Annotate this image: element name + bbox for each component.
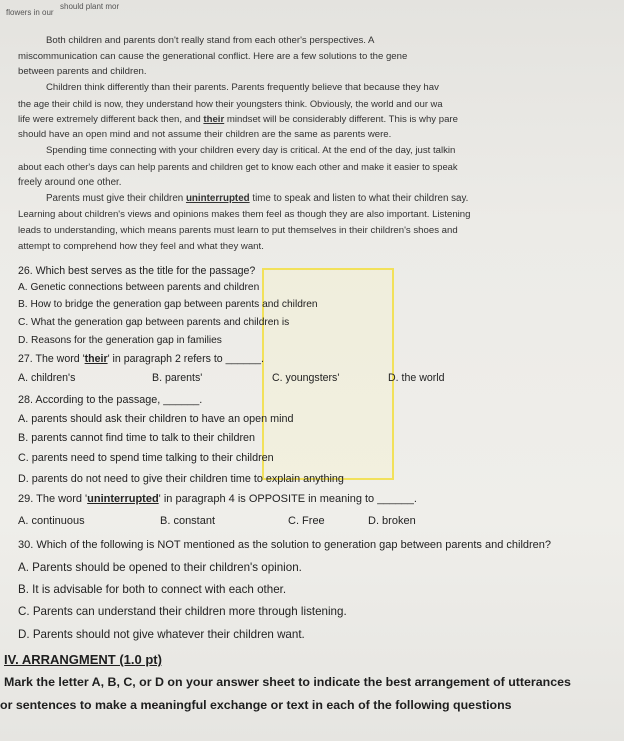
q29-option-a[interactable]: A. continuous bbox=[18, 515, 85, 527]
p5-line-1: Parents must give their children uninterrupted time to speak and listen to what their children say. bbox=[46, 193, 469, 204]
p3-line-3: life were extremely different back then, and their mindset will be considerably different. This is why pare bbox=[18, 114, 458, 125]
q30-stem: 30. Which of the following is NOT mentioned as the solution to generation gap between parents and children? bbox=[18, 539, 552, 551]
q29-option-d[interactable]: D. broken bbox=[368, 515, 416, 527]
section-iv-heading: IV. ARRANGMENT (1.0 pt) bbox=[4, 652, 162, 667]
q29-keyword: uninterrupted bbox=[87, 493, 159, 505]
q28-option-b[interactable]: B. parents cannot find time to talk to their children bbox=[18, 432, 256, 444]
p4-line-2: about each other's days can help parents and children get to know each other and make it easier to speak bbox=[18, 161, 458, 172]
q27-option-b[interactable]: B. parents' bbox=[152, 372, 203, 384]
p2-line-2: miscommunication can cause the generational conflict. Here are a few solutions to the gene bbox=[18, 51, 408, 62]
p3-line-1: Children think differently than their parents. Parents frequently believe that because they hav bbox=[46, 82, 439, 93]
p3-line-4: should have an open mind and not assume their children are the same as parents were. bbox=[18, 129, 392, 140]
q28-option-a[interactable]: A. parents should ask their children to have an open mind bbox=[18, 413, 294, 425]
p5-line-4: attempt to comprehend how they feel and what they want. bbox=[18, 241, 264, 252]
q27-option-c[interactable]: C. youngsters' bbox=[272, 372, 340, 384]
top-snippet-b: flowers in our bbox=[6, 8, 54, 17]
p4-line-1: Spending time connecting with your children every day is critical. At the end of the day, just talkin bbox=[46, 145, 456, 156]
q30-option-b[interactable]: B. It is advisable for both to connect with each other. bbox=[18, 583, 287, 596]
q27-option-d[interactable]: D. the world bbox=[388, 372, 445, 384]
q29-stem: 29. The word 'uninterrupted' in paragraph 4 is OPPOSITE in meaning to ______. bbox=[18, 493, 417, 505]
word-their-underlined: their bbox=[203, 114, 225, 125]
q26-stem: 26. Which best serves as the title for the passage? bbox=[18, 265, 256, 277]
p4-line-3: freely around one other. bbox=[18, 177, 122, 188]
q28-option-c[interactable]: C. parents need to spend time talking to their children bbox=[18, 452, 274, 464]
top-snippet-a: should plant mor bbox=[60, 2, 120, 11]
q26-option-c[interactable]: C. What the generation gap between parents and children is bbox=[18, 317, 290, 328]
p5-line-2: Learning about children's views and opinions makes them feel as though they are also important. Listening bbox=[18, 209, 471, 220]
q30-option-a[interactable]: A. Parents should be opened to their children's opinion. bbox=[18, 561, 302, 574]
p2-line-3: between parents and children. bbox=[18, 66, 147, 77]
q30-option-d[interactable]: D. Parents should not give whatever their children want. bbox=[18, 628, 305, 641]
q26-option-d[interactable]: D. Reasons for the generation gap in families bbox=[18, 335, 222, 346]
p3-line-2: the age their child is now, they understand how their youngsters think. Obviously, the world and our wa bbox=[18, 98, 443, 109]
section-iv-instruction-2: or sentences to make a meaningful exchange or text in each of the following questions bbox=[0, 698, 512, 712]
q26-option-b[interactable]: B. How to bridge the generation gap between parents and children bbox=[18, 299, 318, 310]
section-iv-instruction-1: Mark the letter A, B, C, or D on your answer sheet to indicate the best arrangement of utterances bbox=[4, 675, 571, 689]
q28-stem: 28. According to the passage, ______. bbox=[18, 394, 203, 406]
q26-option-a[interactable]: A. Genetic connections between parents and children bbox=[18, 282, 260, 293]
q27-keyword: their bbox=[84, 353, 108, 365]
q29-option-c[interactable]: C. Free bbox=[288, 515, 325, 527]
word-uninterrupted-underlined: uninterrupted bbox=[185, 193, 250, 204]
q28-option-d[interactable]: D. parents do not need to give their children time to explain anything bbox=[18, 473, 344, 485]
q27-stem: 27. The word 'their' in paragraph 2 refers to ______. bbox=[18, 353, 264, 365]
q29-option-b[interactable]: B. constant bbox=[160, 515, 216, 527]
q27-option-a[interactable]: A. children's bbox=[18, 372, 76, 384]
q30-option-c[interactable]: C. Parents can understand their children more through listening. bbox=[18, 605, 347, 618]
p5-line-3: leads to understanding, which means parents must learn to put themselves in their children's shoes and bbox=[18, 225, 458, 236]
p2-line-1: Both children and parents don't really stand from each other's perspectives. A bbox=[46, 35, 375, 46]
